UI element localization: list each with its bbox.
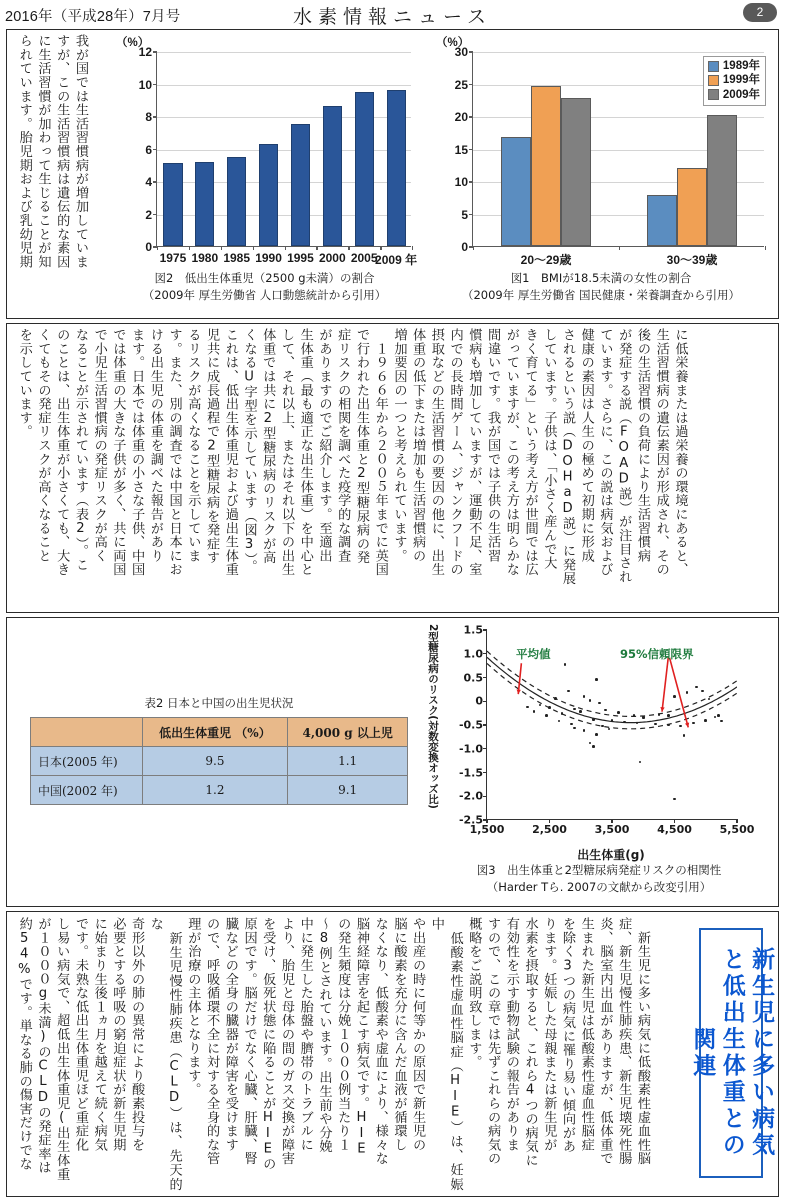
text-column: 約54%です。単なる肺の傷害だけでな xyxy=(16,917,32,1171)
scatter-point xyxy=(595,678,598,681)
x-tick-mark xyxy=(619,246,620,250)
text-column: ます。日本では体重の小さな子供、中国 xyxy=(129,328,145,577)
x-tick-label: 30〜39歳 xyxy=(666,253,718,267)
table-row-header: 中国(2002 年) xyxy=(31,776,143,805)
figure3-caption: 図3 出生体重と2型糖尿病発症リスクの相関性 （Harder Tら. 2007の文献から改変引用） xyxy=(476,863,722,894)
y-tick-mark xyxy=(469,84,473,85)
text-column: 新生児慢性肺疾患（CLD）は、先天的な xyxy=(147,917,182,1191)
scatter-point xyxy=(658,713,661,716)
text-column: 中に発生した胎盤や臍帯のトラブルに xyxy=(297,917,313,1152)
x-tick-mark xyxy=(486,819,487,823)
scatter-point xyxy=(545,714,548,717)
scatter-point xyxy=(592,718,595,721)
text-column: し易い病気で、超低出生体重児(出生体重 xyxy=(54,917,70,1181)
bottom-title-box xyxy=(689,928,775,1178)
scatter-point xyxy=(548,706,551,709)
scatter-point xyxy=(579,710,582,713)
y-tick-label: -1.0 xyxy=(458,742,483,756)
y-tick-mark xyxy=(469,214,473,215)
text-column: 奇形以外の肺の異常により酸素投与を xyxy=(129,917,145,1152)
scatter-point xyxy=(667,724,670,727)
text-column: 増加要因の一つと考えられています。 xyxy=(391,328,407,563)
y-tick-label: 10 xyxy=(454,175,468,189)
legend-item xyxy=(708,88,760,102)
gridline xyxy=(157,85,411,86)
y-tick-mark xyxy=(153,116,157,117)
text-column: されるという説（DOHaD説）に発展 xyxy=(560,328,576,586)
y-tick-mark xyxy=(483,653,487,654)
bar xyxy=(323,106,342,246)
figure1-chart xyxy=(432,34,770,302)
text-column: 脳に酸素を充分に含んだ血液が循環し xyxy=(391,917,407,1152)
page-title: 水素情報ニュース xyxy=(292,6,493,28)
x-tick-label: 1985 xyxy=(223,251,251,265)
text-column: 脳神経障害を起こす病気です。HIE xyxy=(353,917,369,1157)
text-column: ける出生児の体重を調べた報告があり xyxy=(147,328,163,563)
text-column: す。また、別の調査では中国と日本にお xyxy=(166,328,182,577)
scatter-point xyxy=(554,697,557,700)
table-cell: 1.1 xyxy=(288,747,408,776)
y-tick-label: -1.5 xyxy=(458,766,483,779)
y-tick-label: 15 xyxy=(454,142,468,157)
text-column: １９６６年から２００５年までに英国 xyxy=(372,328,388,577)
bar xyxy=(227,157,246,246)
text-column: 有効性を示す動物試験の報告がありま xyxy=(503,917,519,1152)
text-column: 児共に成長過程で2型糖尿病を発症す xyxy=(204,328,220,565)
text-column: で行われた出生体重と2型糖尿病の発 xyxy=(353,328,369,565)
y-tick-label: 20 xyxy=(454,110,468,124)
x-tick-label: 1990 xyxy=(255,251,282,265)
text-column: を受け、仮死状態に陥ることがHIEの xyxy=(260,917,276,1171)
text-column: です。未熟な低出生体重児ほど重症化 xyxy=(72,917,88,1152)
y-axis-unit: （%） xyxy=(116,37,150,49)
bar xyxy=(291,124,310,246)
text-column: を示しています。 xyxy=(16,328,32,439)
x-tick-mark xyxy=(380,246,381,250)
table-row xyxy=(31,747,408,776)
plot-area xyxy=(138,45,418,267)
x-tick-label: 4,500 xyxy=(657,823,692,836)
figure2-caption: 図2 低出生体重児（2500 g未満）の割合 （2009年 厚生労働省 人口動態統計から引用） xyxy=(142,271,387,302)
text-column: のことは、出生体重が小さくても、大き xyxy=(54,328,70,577)
y-tick-mark xyxy=(153,84,157,85)
x-tick-label: 1,500 xyxy=(469,823,505,836)
y-tick-label: 0 xyxy=(475,694,483,708)
table-row-header: 日本(2005 年) xyxy=(31,747,143,776)
y-tick-mark xyxy=(153,181,157,182)
scatter-point xyxy=(595,733,598,736)
bar xyxy=(707,115,737,246)
y-axis-label: 2型糖尿病のリスク(対数変換オッズ比) xyxy=(427,624,439,809)
text-column: がっていますが、この考え方は明らかな xyxy=(503,328,519,577)
text-column: 炎、脳室内出血がありますが、低体重で xyxy=(597,917,613,1166)
y-tick-label: 2 xyxy=(145,207,152,222)
scatter-point xyxy=(583,729,586,732)
gridline xyxy=(473,52,764,53)
text-column: 生体重（最も適正な出生体重）を中心と xyxy=(297,328,313,577)
text-column: なくなり、低酸素や虚血により、様々な xyxy=(372,917,388,1166)
annotation-arrow xyxy=(517,663,522,694)
y-tick-mark xyxy=(469,149,473,150)
text-column: すので、この章では先ずこれらの病気の xyxy=(485,917,501,1166)
x-tick-mark xyxy=(221,246,222,250)
text-column: るリスクが高くなることを示していま xyxy=(185,328,201,563)
legend-item xyxy=(708,59,760,73)
y-tick-mark xyxy=(153,214,157,215)
y-tick-label: 10 xyxy=(138,77,152,92)
top-intro-text xyxy=(14,34,89,312)
text-column: ので、呼吸循環不全に対する全身的な管 xyxy=(204,917,220,1166)
y-tick-mark xyxy=(153,51,157,52)
text-column: 摂取などの生活習慣の要因の他に、出生 xyxy=(428,328,444,577)
x-tick-label: 2,500 xyxy=(532,823,567,836)
y-axis-unit: （%） xyxy=(436,37,470,49)
y-tick-mark xyxy=(469,51,473,52)
masthead xyxy=(0,0,785,29)
legend-label: 1999年 xyxy=(722,74,760,87)
text-column: 必要とする呼吸の窮迫症状が新生児期 xyxy=(110,917,126,1152)
y-tick-label: 4 xyxy=(145,175,152,189)
y-tick-label: 30 xyxy=(454,45,468,59)
text-column: に生活習慣が加わって生じることが知 xyxy=(35,34,51,269)
scatter-point xyxy=(570,723,573,726)
text-column: 症リスクの相関を調べた疫学的な調査 xyxy=(335,328,351,563)
y-tick-label: 12 xyxy=(138,45,152,59)
x-tick-mark xyxy=(285,246,286,250)
table-header-cell xyxy=(31,718,143,747)
table-header-row xyxy=(31,718,408,747)
scatter-point xyxy=(592,745,595,748)
figure1-caption: 図1 BMIが18.5未満の女性の割合 （2009年 厚生労働省 国民健康・栄養調査から引用） xyxy=(461,271,741,302)
scatter-point xyxy=(701,690,704,693)
x-tick-label: 1975 xyxy=(159,251,187,265)
text-column: 臓などの全身の臓器が障害を受けます xyxy=(222,917,238,1152)
text-column: 症、新生児慢性肺疾患、新生児壊死性腸 xyxy=(616,917,632,1166)
table-row xyxy=(31,776,408,805)
text-column: すが、この生活習慣病は遺伝的な素因 xyxy=(54,34,70,269)
legend-item xyxy=(708,73,760,87)
figure2-chart xyxy=(112,34,418,302)
text-column: が１０００g未満)のCLDの発症率は xyxy=(35,917,51,1175)
text-column: 内での長時間ゲーム、ジャンクフードの xyxy=(447,328,463,577)
scatter-point xyxy=(604,709,607,712)
x-tick-mark xyxy=(157,246,158,250)
y-tick-label: 0.5 xyxy=(463,671,483,684)
bar xyxy=(387,90,406,246)
x-tick-label: 2009 年 xyxy=(375,253,418,267)
scatter-point xyxy=(533,710,536,713)
text-column: 〜8例とされています。出生前や分娩 xyxy=(316,917,332,1154)
text-column: の発生頻度は分娩１０００例当たり１ xyxy=(335,917,351,1152)
text-column: 低酸素性虚血性脳症（HIE）は、妊娠中 xyxy=(428,917,463,1191)
y-tick-label: 0 xyxy=(145,240,152,254)
scatter-point xyxy=(704,719,707,722)
text-column: 間違いです。我が国では子供の生活習 xyxy=(485,328,501,563)
x-tick-label: 2005 xyxy=(350,251,378,265)
middle-section-text xyxy=(14,328,688,608)
annotation-arrow xyxy=(660,658,668,712)
y-tick-label: 6 xyxy=(145,142,152,157)
scatter-point xyxy=(611,719,614,722)
x-axis-label: 出生体重(g) xyxy=(577,848,645,862)
scatter-point xyxy=(573,708,576,711)
text-column: なることが示されています（表2）。こ xyxy=(72,328,88,572)
text-column: これは、低出生体重児および過出生体重 xyxy=(222,328,238,577)
x-tick-mark xyxy=(316,246,317,250)
scatter-point xyxy=(695,686,698,689)
text-column: で小児生活習慣病の発症リスクが高く xyxy=(91,328,107,563)
x-tick-mark xyxy=(611,819,612,823)
x-tick-mark xyxy=(348,246,349,250)
mean-annotation: 平均値 xyxy=(516,647,551,661)
table2-caption: 表2 日本と中国の出生児状況 xyxy=(144,696,294,710)
scatter-point xyxy=(573,727,576,730)
text-column: 生まれた新生児は低酸素性虚血性脳症 xyxy=(578,917,594,1152)
scatter-point xyxy=(526,706,529,709)
table-cell: 1.2 xyxy=(142,776,288,805)
x-tick-label: 3,500 xyxy=(594,823,630,836)
text-column: 慣病も増加していますが、運動不足、室 xyxy=(466,328,482,577)
scatter-point xyxy=(673,695,676,698)
bar xyxy=(561,98,591,246)
text-column: に始まり生後１ヵ月を越えて続く病気 xyxy=(91,917,107,1152)
text-column: して、それ以上、またはそれ以下の出生 xyxy=(279,328,295,577)
table-cell: 9.1 xyxy=(288,776,408,805)
x-tick-mark xyxy=(549,819,550,823)
x-tick-label: 1995 xyxy=(287,251,314,265)
y-tick-label: 1.0 xyxy=(463,647,483,661)
y-tick-mark xyxy=(483,796,487,797)
text-column: られています。胎児期および乳幼児期 xyxy=(16,34,32,269)
text-column: しています。子供は、「小さく産んで大 xyxy=(541,328,557,570)
mean-curve xyxy=(487,657,737,722)
issue-date: 2016年（平成28年）7月号 xyxy=(5,9,181,25)
x-tick-mark xyxy=(736,819,737,823)
text-column: を除く3つの病気に罹り易い傾向があ xyxy=(560,917,576,1154)
x-tick-label: 2000 xyxy=(318,251,346,265)
scatter-point xyxy=(583,695,586,698)
legend-swatch xyxy=(708,61,719,72)
text-column: より、胎児と母体の間のガス交換が障害 xyxy=(279,917,295,1166)
scatter-point xyxy=(667,714,670,717)
legend-swatch xyxy=(708,89,719,100)
text-column: がありますのでご紹介します。至適出 xyxy=(316,328,332,563)
y-tick-label: -2.0 xyxy=(458,789,483,803)
x-tick-label: 5,500 xyxy=(719,823,755,836)
scatter-point xyxy=(601,725,604,728)
text-column: 我が国では生活習慣病が増加していま xyxy=(72,34,88,269)
ci-annotation: 95%信頼限界 xyxy=(620,647,694,661)
table2 xyxy=(30,717,408,805)
table-header-cell: 4,000 g 以上児 xyxy=(288,718,408,747)
text-column: くなるU字型を示しています（図3）。 xyxy=(241,328,257,574)
legend-label: 2009年 xyxy=(722,88,760,101)
y-tick-label: 0 xyxy=(461,240,468,254)
y-tick-label: 5 xyxy=(461,207,468,222)
table-cell: 9.5 xyxy=(142,747,288,776)
x-tick-mark xyxy=(189,246,190,250)
y-tick-label: 8 xyxy=(145,110,152,124)
bar xyxy=(531,86,561,246)
text-column: 体重では共に2型糖尿病のリスクが高 xyxy=(260,328,276,565)
figure1-legend xyxy=(703,56,766,106)
x-tick-label: 1980 xyxy=(191,251,219,265)
text-column: 原因です。脳だけでなく心臓、肝臓、腎 xyxy=(241,917,257,1166)
text-column: 健康の素因は人生の極めて初期に形成 xyxy=(578,328,594,563)
text-column: では体重の大きな子供が多く、共に両国 xyxy=(110,328,126,577)
y-tick-mark xyxy=(483,772,487,773)
gridline xyxy=(157,52,411,53)
y-tick-mark xyxy=(483,701,487,702)
scatter-point xyxy=(633,714,636,717)
text-column: きく育てる」という考え方が世間では広 xyxy=(522,328,538,577)
bar xyxy=(163,163,182,246)
text-column: 新生児に多い病気に低酸素性虚血性脳 xyxy=(634,917,650,1166)
bar xyxy=(501,137,531,246)
y-tick-mark xyxy=(483,677,487,678)
x-tick-mark xyxy=(253,246,254,250)
table-header-cell: 低出生体重児 （%） xyxy=(142,718,288,747)
bar xyxy=(355,92,374,246)
y-tick-mark xyxy=(469,181,473,182)
x-tick-label: 20〜29歳 xyxy=(520,253,572,267)
text-column: 水素を摂取すると、これら4つの病気に xyxy=(522,917,538,1168)
scatter-point xyxy=(642,716,645,719)
scatter-point xyxy=(617,711,620,714)
figure3-chart xyxy=(424,623,774,894)
y-tick-mark xyxy=(153,149,157,150)
x-tick-mark xyxy=(674,819,675,823)
scatter-point xyxy=(717,714,720,717)
text-column: が発症する説（FOAD説）が注目され xyxy=(616,328,632,584)
y-tick-label: 1.5 xyxy=(463,623,483,637)
y-tick-mark xyxy=(483,748,487,749)
bottom-title: 新生児に多い病気と低出生体重との関連 xyxy=(689,947,775,1159)
x-tick-mark xyxy=(412,246,413,250)
x-tick-mark xyxy=(765,246,766,250)
text-column: ています。さらに、この説は病気および xyxy=(597,328,613,577)
text-column: 概略をご説明致します。 xyxy=(466,917,482,1069)
text-column: 後の生活習慣の負荷により生活習慣病 xyxy=(634,328,650,563)
x-tick-mark xyxy=(473,246,474,250)
scatter-point xyxy=(683,734,686,737)
bottom-section-text xyxy=(14,917,651,1191)
table2-block xyxy=(30,695,408,805)
bar xyxy=(259,144,278,246)
y-tick-label: -2.5 xyxy=(458,813,483,827)
bar xyxy=(677,168,707,246)
legend-swatch xyxy=(708,75,719,86)
y-tick-label: 25 xyxy=(454,77,468,92)
scatter-point xyxy=(567,690,570,693)
text-column: や出産の時に何等かの原因で新生児の xyxy=(410,917,426,1152)
text-column: に低栄養または過栄養の環境にあると、 xyxy=(672,328,688,577)
text-column: 生活習慣病の遺伝素因が形成され、その xyxy=(653,328,669,577)
text-column: くてもその発症リスクが高くなること xyxy=(35,328,51,563)
bar xyxy=(647,195,677,246)
page-number-badge: 2 xyxy=(743,3,777,22)
legend-label: 1989年 xyxy=(722,60,760,72)
bar xyxy=(195,162,214,247)
y-tick-mark xyxy=(483,629,487,630)
y-tick-mark xyxy=(483,724,487,725)
text-column: ります。妊娠した母親または新生児が xyxy=(541,917,557,1152)
text-column: 理が治療の主体となります。 xyxy=(185,917,201,1097)
y-tick-label: -0.5 xyxy=(458,718,483,732)
y-tick-mark xyxy=(469,116,473,117)
text-column: 体重の低下または増加も生活習慣病の xyxy=(410,328,426,563)
